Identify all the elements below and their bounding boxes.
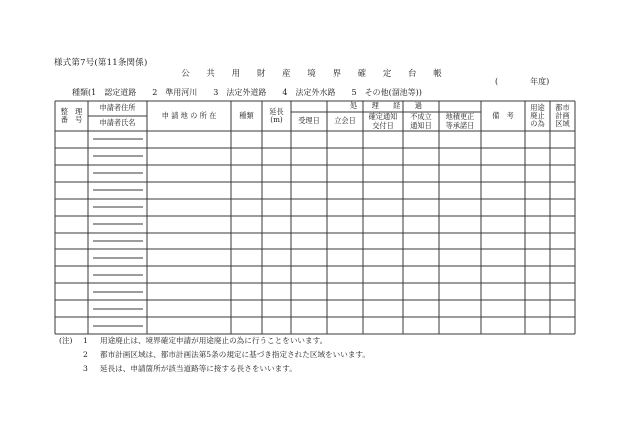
note-number: 3 [83, 364, 88, 374]
header-notice-issue-date: 確定通知 交付日 [368, 112, 398, 130]
note-item [59, 362, 370, 376]
header-for-use-abolition: 用途 廃止 の為 [530, 102, 545, 129]
note-number: 1 [83, 336, 88, 345]
header-kind: 種類 [239, 110, 254, 120]
header-city-planning-area: 都市 計画 区域 [555, 102, 570, 129]
fiscal-year-label: ( 年度) [495, 77, 550, 86]
notes-prefix: (注) [59, 336, 73, 345]
note-item [59, 334, 370, 348]
header-land-change-date: 地積更正 等承諾日 [445, 112, 475, 130]
note-item [59, 348, 370, 362]
header-location: 申 請 地 の 所 在 [161, 110, 217, 120]
document-title: 公 共 用 財 産 境 界 確 定 台 帳 [181, 69, 449, 79]
note-number: 2 [83, 350, 88, 360]
header-process-group: 処 理 経 過 [350, 101, 422, 111]
header-applicant-address: 申請者住所 [99, 103, 136, 113]
header-remarks: 備 考 [492, 110, 514, 120]
category-legend: 種類(1 認定道路 2 準用河川 3 法定外道路 4 法定外水路 5 その他(溜池等)) [72, 88, 422, 97]
header-non-established-date: 不成立 通知日 [410, 112, 432, 130]
header-witness-date: 立会日 [334, 116, 356, 126]
header-received-date: 受理日 [298, 116, 320, 126]
notes-section [59, 334, 370, 377]
header-seiri-bango: 整 理 番 号 [60, 106, 83, 124]
note-text: 用途廃止は、境界確定申請が用途廃止の為に行うことをいいます。 [100, 336, 328, 345]
note-text: 延長は、申請箇所が該当道路等に接する長さをいいます。 [100, 364, 297, 374]
header-applicant-name: 申請者氏名 [99, 118, 136, 128]
form-number-label: 様式第7号(第11条関係) [54, 58, 148, 68]
header-length: 延長 (m) [269, 106, 284, 124]
note-text: 都市計画区域は、都市計画法第5条の規定に基づき指定された区域をいいます。 [100, 350, 371, 360]
